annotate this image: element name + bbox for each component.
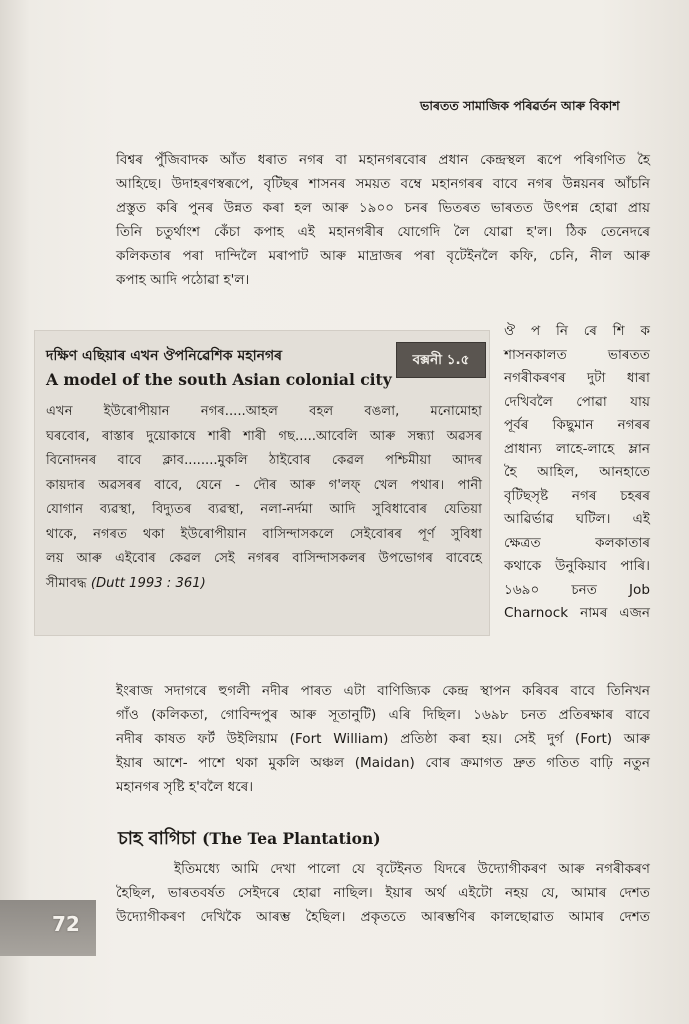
text-line: কলিকতাৰ পৰা দান্দিলৈ মৰাপাট আৰু মাদ্ৰাজৰ পৰা বৃটেইনলৈ কফি, চেনি, নীল আৰু <box>116 248 650 264</box>
box-title-bengali: দক্ষিণ এছিয়াৰ এখন ঔপনিৱেশিক মহানগৰ <box>46 348 283 364</box>
box-body <box>46 400 482 596</box>
info-box-colonial-city <box>34 330 490 636</box>
text-line: হৈছিল, ভাৰতবৰ্ষত সেইদৰে হোৱা নাছিল। ইয়াৰ অৰ্থ এইটো নহয় যে, আমাৰ দেশত <box>116 885 650 901</box>
text-line: কপাহ আদি পঠোৱা হ'ল। <box>116 272 250 288</box>
page-number-tab <box>0 900 96 956</box>
text-line: হৈ আহিল, আনহাতে <box>504 464 650 480</box>
text-line: ঔ প নি ৰে শি ক <box>504 323 650 339</box>
paragraph-kolkata-history <box>116 679 650 799</box>
text-line: কায়দাৰ অৱসৰৰ বাবে, যেনে - দৌৰ আৰু গ'লফ্ খেল পথাৰ। পানী <box>46 477 482 493</box>
text-line: লয় আৰু এইবোৰ কেৱল সেই নগৰৰ বাসিন্দাসকলৰ উপভোগৰ বাবেহে <box>46 551 482 566</box>
text-line: কথাকে উনুকিয়াব পাৰি। <box>504 558 650 574</box>
text-line: তিনি চতুৰ্থাংশ কেঁচা কপাহ এই মহানগৰীৰ যোগেদি লৈ যোৱা হ'ল। ঠিক তেনেদৰে <box>116 224 650 240</box>
text-line: শাসনকালত ভাৰতত <box>504 346 650 363</box>
running-head: ভাৰতত সামাজিক পৰিৱৰ্তন আৰু বিকাশ <box>420 98 620 113</box>
text-line: যোগান ব্যৱস্থা, বিদ্যুতৰ ব্যৱস্থা, নলা-নৰ্দমা আদি সুবিধাবোৰ যেতিয়া <box>46 502 482 517</box>
paragraph-tea-plantation <box>116 857 650 929</box>
text-line: ক্ষেত্ৰত কলকাতাৰ <box>504 534 650 551</box>
text-line: গাঁও (কলিকতা, গোবিন্দপুৰ আৰু সূতানুটি) এৰি দিছিল। ১৬৯৮ চনত প্ৰতিৰক্ষাৰ বাবে <box>116 707 650 723</box>
text-line <box>46 572 482 597</box>
page-number: 72 <box>52 912 80 936</box>
text-line: ঘৰবোৰ, ৰাস্তাৰ দুয়োকাষে শাৰী শাৰী গছ.....আবেলি আৰু সন্ধ্যা অৱসৰ <box>46 428 482 444</box>
paragraph-colonial-cities <box>116 148 650 292</box>
text-line: থাকে, নগৰত থকা ইউৰোপীয়ান বাসিন্দাসকলে সেইবোৰৰ পূৰ্ণ সুবিধা <box>46 526 482 542</box>
text-line: পূৰ্বৰ কিছুমান নগৰৰ <box>504 417 650 433</box>
text-line: Charnock নামৰ এজন <box>504 605 650 621</box>
side-column-text <box>504 320 650 626</box>
section-heading-english: (The Tea Plantation) <box>202 829 381 848</box>
text-line: নগৰীকৰণৰ দুটা ধাৰা <box>504 370 650 386</box>
text-line: ইতিমধ্যে আমি দেখা পালো যে বৃটেইনত যিদৰে উদ্যোগীকৰণ আৰু নগৰীকৰণ <box>174 861 650 877</box>
text-line: বিনোদনৰ বাবে ক্লাব........মুকলি ঠাইবোৰ কেৱল পশ্চিমীয়া আদৰ <box>46 453 482 468</box>
text-line: ইয়াৰ আশে- পাশে থকা মুকলি অঞ্চল (Maidan) বোৰ ক্ৰমাগত দ্ৰুত গতিত বাঢ়ি নতুন <box>116 755 650 771</box>
section-heading <box>118 824 381 855</box>
section-heading-bengali: চাহ বাগিচা <box>118 828 196 849</box>
text-line: প্ৰাধান্য লাহে-লাহে ম্লান <box>504 440 650 457</box>
citation: (Dutt 1993 : 361) <box>90 575 206 591</box>
box-title-english: A model of the south Asian colonial city <box>46 370 392 389</box>
text-line: নদীৰ কাষত ফৰ্ট উইলিয়াম (Fort William) প্ৰতিষ্ঠা কৰা হয়। সেই দুৰ্গ (Fort) আৰু <box>116 731 650 747</box>
text-line: বিশ্বৰ পুঁজিবাদক আঁত ধৰাত নগৰ বা মহানগৰবোৰ প্ৰধান কেন্দ্ৰস্থল ৰূপে পৰিগণিত হৈ <box>116 152 650 168</box>
text-line: আৱিৰ্ভাৱ ঘটিল। এই <box>504 511 650 527</box>
text-line: মহানগৰ সৃষ্টি হ'বলৈ ধৰে। <box>116 779 254 795</box>
box-last-line: সীমাবদ্ধ <box>46 575 87 591</box>
text-line: বৃটিছসৃষ্ট নগৰ চহৰৰ <box>504 487 650 504</box>
text-line: প্ৰস্তুত কৰি পুনৰ উন্নত কৰা হল আৰু ১৯০০ চনৰ ভিতৰত ভাৰতত উৎপন্ন হোৱা প্ৰায় <box>116 200 650 216</box>
text-line: এখন ইউৰোপীয়ান নগৰ.....আহল বহল বঙলা, মনোমোহা <box>46 404 482 419</box>
text-line: উদ্যোগীকৰণ দেখিকৈ আৰম্ভ হৈছিল। প্ৰকৃততে আৰম্ভণিৰ কালছোৱাত আমাৰ দেশত <box>116 909 650 925</box>
text-line: ইংৰাজ সদাগৰে হুগলী নদীৰ পাৰত এটা বাণিজ্যিক কেন্দ্ৰ স্থাপন কৰিবৰ বাবে তিনিখন <box>116 683 650 699</box>
text-line: আহিছে। উদাহৰণস্বৰূপে, বৃটিছৰ শাসনৰ সময়ত বম্বে মহানগৰৰ বাবে নগৰ উন্নয়নৰ আঁচনি <box>116 176 650 192</box>
text-line: দেখিবলৈ পোৱা যায় <box>504 393 650 410</box>
box-number-badge: বক্সনী ১.৫ <box>396 342 486 378</box>
text-line: ১৬৯০ চনত Job <box>504 581 650 598</box>
